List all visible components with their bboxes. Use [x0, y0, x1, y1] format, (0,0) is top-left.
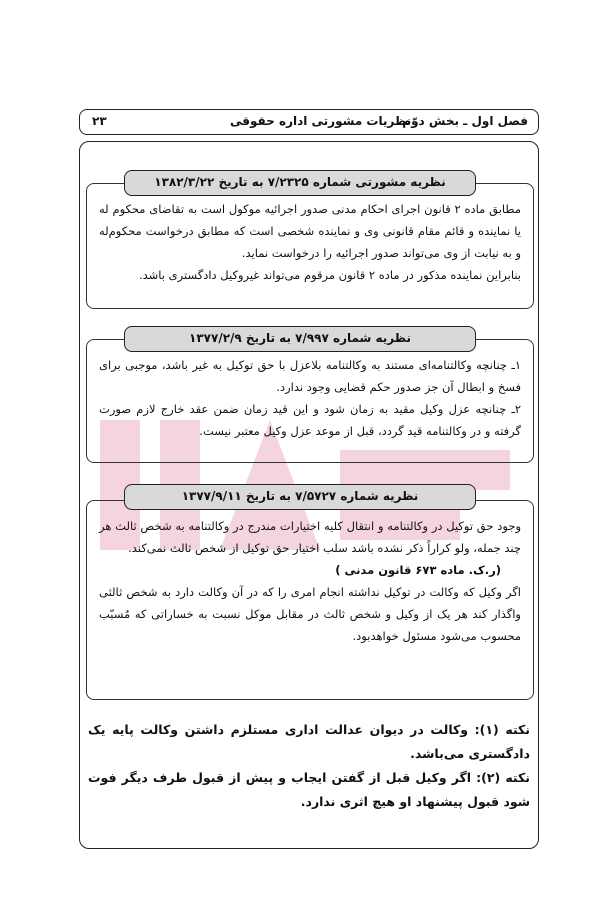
opinion-1-para-2: بنابراین نماینده مذکور در ماده ۲ قانون مرقوم می‌تواند غیروکیل دادگستری باشد.: [138, 268, 521, 282]
note-2: نکته (۲): اگر وکیل قبل از گفتن ایجاب و پیش از قبول طرف دیگر فوت شود قبول پیشنهاد او هیچ اثری ندارد.: [88, 770, 530, 809]
note-1: نکته (۱): وکالت در دیوان عدالت اداری مستلزم داشتن وکالت پایه یک دادگستری می‌باشد.: [88, 722, 531, 761]
page-number: ۲۳: [92, 114, 107, 128]
opinion-3-para-1: وجود حق توکیل در وکالتنامه و انتقال کلیه اختیارات مندرج در وکالتنامه به شخص ثالث هر چند جمله، ولو کراراً ذکر نشده باشد سلب اختیار حق توکیل از شخص ثالث نمی‌کند.: [99, 519, 521, 555]
opinion-title-3: نظریه شماره ۷/۵۷۲۷ به تاریخ ۱۳۷۷/۹/۱۱: [124, 484, 476, 510]
chapter-title: فصل اول ـ بخش دوّم: [402, 114, 528, 128]
opinion-3-para-2: اگر وکیل که وکالت در توکیل نداشته انجام امری را که در آن وکالت دارد به شخص ثالثی واگذار کند هر یک از وکیل و شخص ثالث در مقابل موکل نسبت به خساراتی که مُسبّب محسوب می‌شود مسئول خواهدبود.: [99, 585, 521, 643]
opinion-2-para-2: ۲ـ چنانچه عزل وکیل مقید به زمان شود و این قید زمان ضمن عقد خارج لازم صورت گرفته و در وکالتنامه قید گردد، قبل از موعد عزل وکیل معتبر نیست.: [99, 402, 521, 438]
opinion-1-para-1: مطابق ماده ۲ قانون اجرای احکام مدنی صدور اجرائیه موکول است به تقاضای محکوم له یا نماینده و قائم مقام قانونی وی و نماینده شخصی است که مطابق درخواست محکوم‌له و به نیابت از وی می‌تواند صدور اجرائیه را درخواست نماید.: [99, 202, 522, 260]
book-title: نظریات مشورتی اداره حقوقی: [230, 114, 412, 128]
opinion-box-3: [86, 500, 534, 700]
opinion-title-2: نظریه شماره ۷/۹۹۷ به تاریخ ۱۳۷۷/۲/۹: [124, 326, 476, 352]
opinion-box-1: [86, 183, 534, 309]
opinion-box-2: [86, 339, 534, 463]
opinion-2-para-1: ۱ـ چنانچه وکالتنامه‌ای مستند به وکالتنامه بلاعزل با حق توکیل به غیر باشد، موجبی برای فسخ و ابطال آن جز صدور حکم قضایی وجود ندارد.: [99, 358, 521, 394]
opinion-title-1: نظریه مشورتی شماره ۷/۲۳۲۵ به تاریخ ۱۳۸۲/۳/۲۲: [124, 170, 476, 196]
opinion-3-reference: (ر.ک. ماده ۶۷۳ قانون مدنی ): [335, 563, 501, 577]
page-header: [79, 109, 539, 135]
notes: [88, 718, 530, 814]
